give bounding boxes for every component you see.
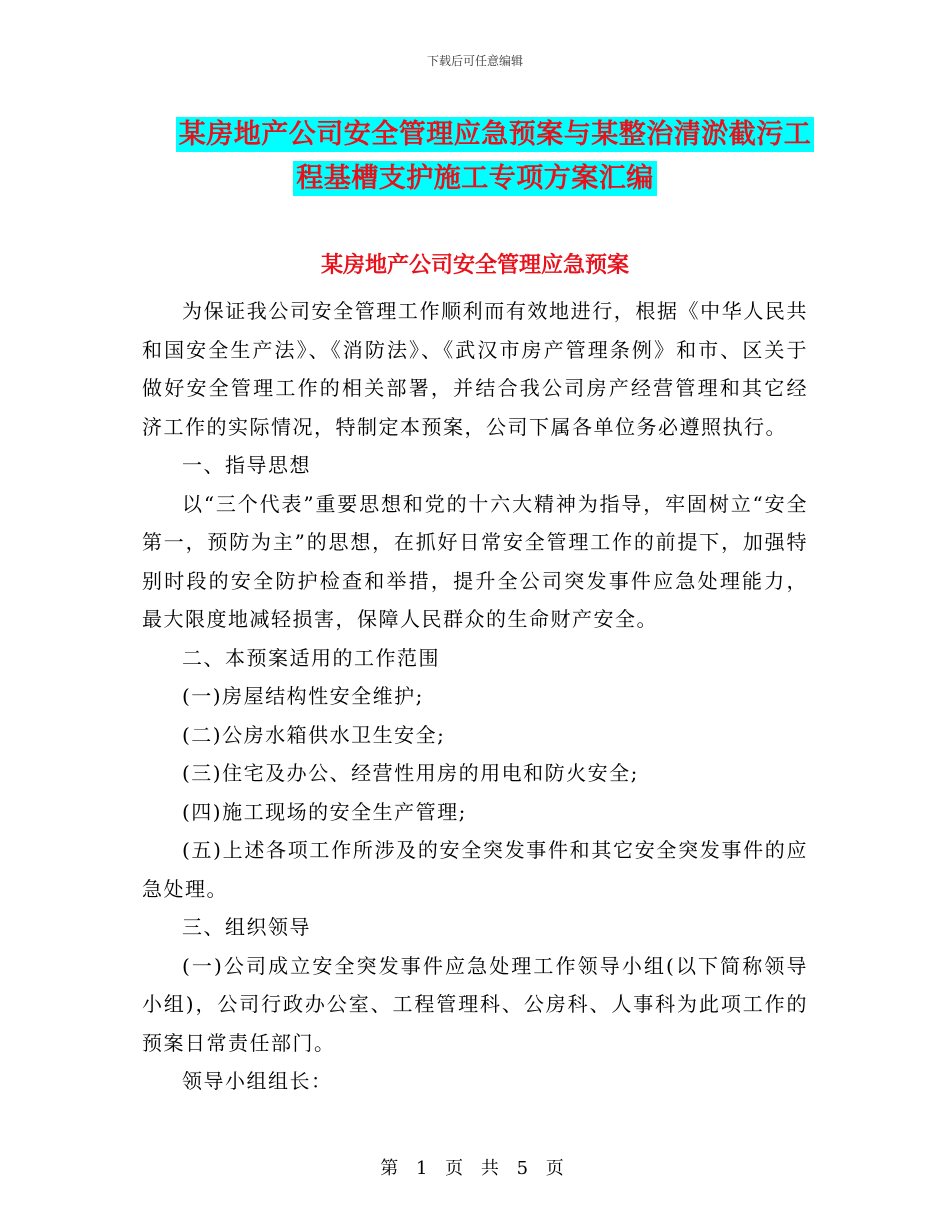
page-footer: 第 1 页 共 5 页 <box>380 1158 570 1179</box>
main-title-line-2 <box>0 156 950 195</box>
paragraph-intro: 为保证我公司安全管理工作顺利而有效地进行，根据《中华人民共和国安全生产法》、《消防法》、《武汉市房产管理条例》和市、区关于做好安全管理工作的相关部署，并结合我公司房产经营管理和其它经济工作的实际情况，特制定本预案，公司下属各单位务必遵照执行。 <box>142 299 808 439</box>
list-item-scope-3: (三)住宅及办公、经营性用房的用电和防火安全; <box>182 761 639 785</box>
paragraph-guiding-thought: 以“三个代表”重要思想和党的十六大精神为指导，牢固树立“安全第一，预防为主”的思想，在抓好日常安全管理工作的前提下，加强特别时段的安全防护检查和举措，提升全公司突发事件应急处理能力，最大限度地减轻损害，保障人民群众的生命财产安全。 <box>142 491 808 631</box>
main-title-line-1 <box>20 112 950 151</box>
document-body <box>142 292 808 1101</box>
header-note: 下载后可任意编辑 <box>426 54 523 68</box>
paragraph-leader: 领导小组组长： <box>182 1069 333 1093</box>
heading-organization: 三、组织领导 <box>182 915 311 939</box>
heading-guiding-thought: 一、指导思想 <box>182 453 311 477</box>
main-title-line-2-text: 程基槽支护施工专项方案汇编 <box>293 161 657 196</box>
section-title: 某房地产公司安全管理应急预案 <box>320 252 629 278</box>
list-item-scope-2: (二)公房水箱供水卫生安全; <box>182 722 446 747</box>
list-item-scope-5: (五)上述各项工作所涉及的安全突发事件和其它安全突发事件的应急处理。 <box>142 838 808 901</box>
list-item-scope-4: (四)施工现场的安全生产管理; <box>182 799 467 824</box>
main-title-line-1-text: 某房地产公司安全管理应急预案与某整治清淤截污工 <box>176 117 815 152</box>
heading-scope: 二、本预案适用的工作范围 <box>182 645 440 670</box>
list-item-scope-1: (一)房屋结构性安全维护; <box>182 684 424 708</box>
paragraph-organization: (一)公司成立安全突发事件应急处理工作领导小组(以下简称领导小组)，公司行政办公室、工程管理科、公房科、人事科为此项工作的预案日常责任部门。 <box>142 953 808 1055</box>
